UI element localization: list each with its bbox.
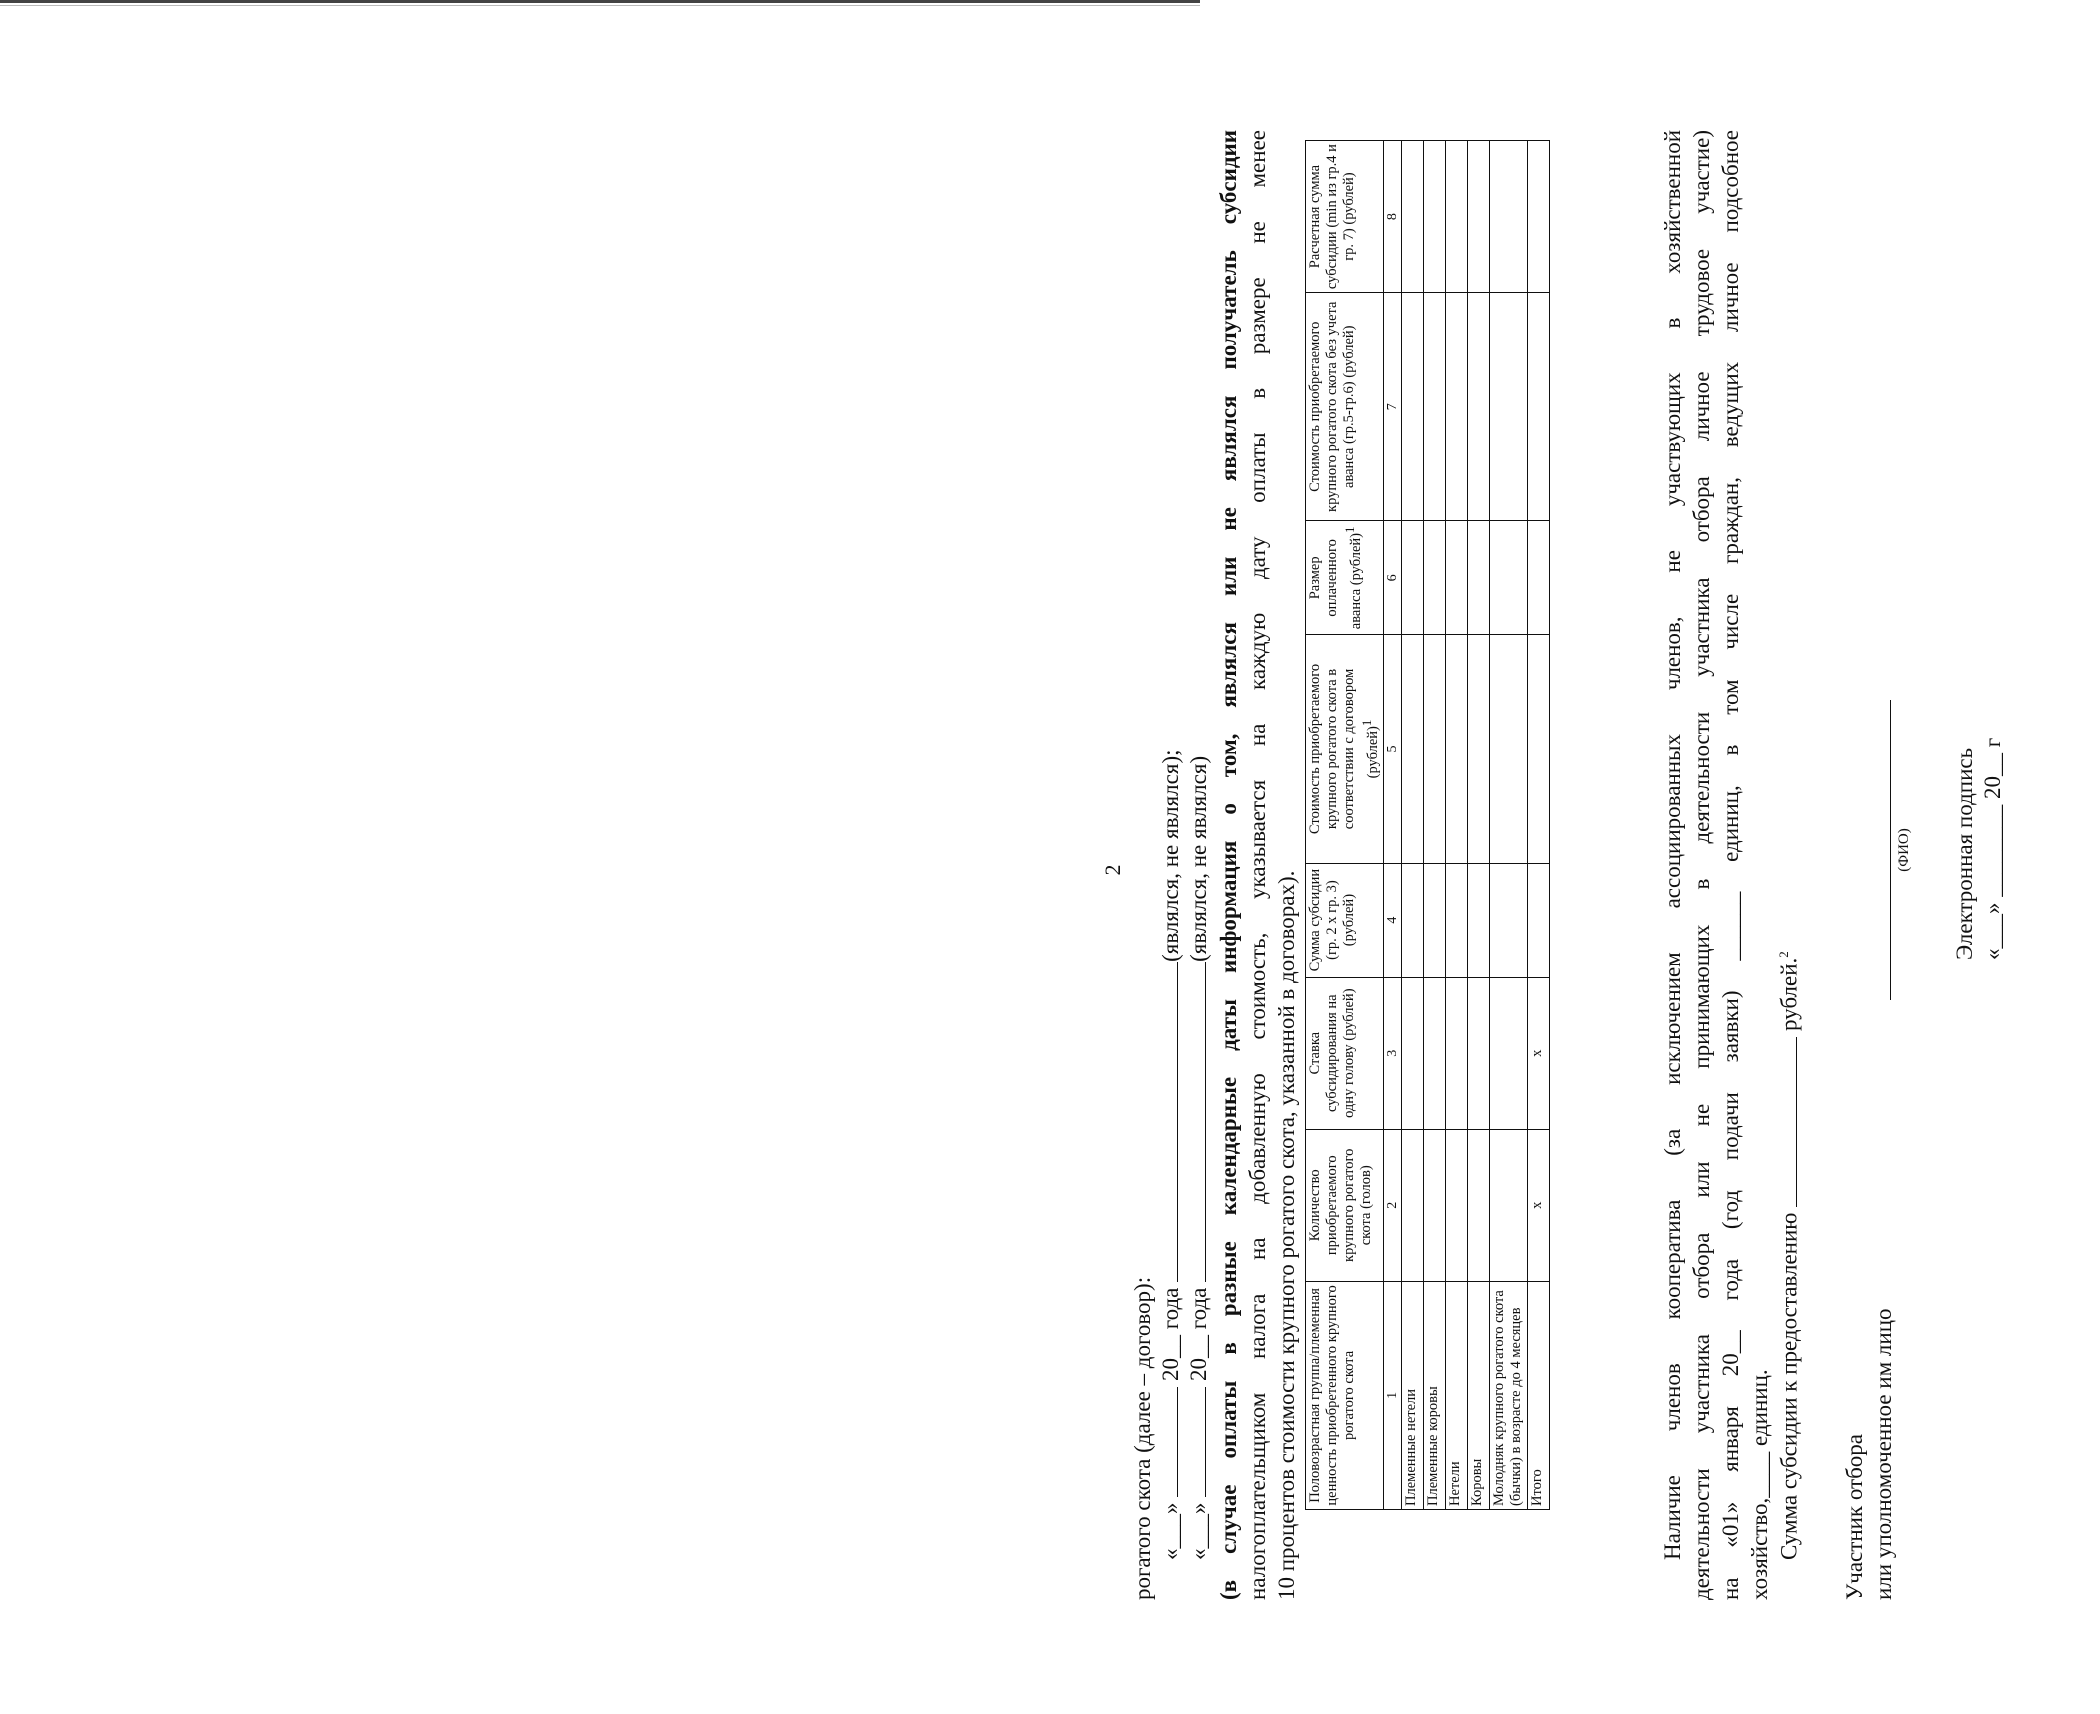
- subsidy-sum-field[interactable]: [1779, 1037, 1797, 1207]
- table-cell[interactable]: [1401, 1129, 1423, 1281]
- table-cell[interactable]: [1527, 863, 1549, 977]
- table-cell[interactable]: [1401, 635, 1423, 863]
- date-year: 20__ года: [1158, 1287, 1183, 1381]
- table-cell[interactable]: [1467, 293, 1489, 521]
- page-number: 2: [1100, 864, 1125, 876]
- table-cell[interactable]: [1423, 293, 1445, 521]
- group-cell: Нетели: [1445, 1281, 1467, 1509]
- table-cell[interactable]: [1527, 293, 1549, 521]
- date-blank: [1188, 1387, 1206, 1497]
- group-cell: Итого: [1527, 1281, 1549, 1509]
- header-cell: [1306, 635, 1384, 863]
- fill-blank: [1188, 962, 1206, 1282]
- table-cell[interactable]: [1401, 977, 1423, 1129]
- group-cell: Племенные коровы: [1423, 1281, 1445, 1509]
- header-cell: Половозрастная группа/племенная ценность приобретенного крупного рогатого скота: [1306, 1281, 1384, 1509]
- header-cell: Сумма субсидии (гр. 2 x гр. 3) (рублей): [1306, 863, 1384, 977]
- table-cell[interactable]: [1527, 521, 1549, 635]
- table-cell[interactable]: [1527, 635, 1549, 863]
- scan-edge-shadow: [0, 5, 1200, 6]
- fill-blank: [1160, 962, 1178, 1282]
- note-line-3: 10 процентов стоимости крупного рогатого скота, указанной в договорах).: [1274, 870, 1299, 1600]
- table-cell[interactable]: [1489, 635, 1527, 863]
- table-cell[interactable]: [1423, 635, 1445, 863]
- header-cell: Стоимость приобретаемого крупного рогатого скота без учета аванса (гр.5-гр.6) (рублей): [1306, 293, 1384, 521]
- vat-status: (являлся, не являлся);: [1158, 749, 1183, 962]
- table-row: [1489, 141, 1527, 1510]
- livestock-table: [1305, 140, 1550, 1510]
- document-page: [1100, 130, 2100, 1600]
- subsidy-sum-line: [1776, 951, 1803, 1560]
- table-cell[interactable]: [1401, 521, 1423, 635]
- column-number: 8: [1383, 141, 1401, 293]
- subsidy-sum-label: Сумма субсидии к предоставлению: [1776, 1212, 1802, 1560]
- subsidy-sum-unit: рублей.: [1776, 957, 1802, 1032]
- table-cell[interactable]: [1467, 521, 1489, 635]
- date-open: «___»: [1158, 1496, 1183, 1560]
- header-cell: Расчетная сумма субсидии (min из гр.4 и гр. 7) (рублей): [1306, 141, 1384, 293]
- vat-status: (являлся, не являлся): [1186, 755, 1211, 962]
- signer-role-2: или уполномоченное им лицо: [1871, 1308, 1896, 1600]
- group-cell: Коровы: [1467, 1281, 1489, 1509]
- group-cell: Племенные нетели: [1401, 1281, 1423, 1509]
- table-cell: x: [1527, 977, 1549, 1129]
- table-cell[interactable]: [1467, 863, 1489, 977]
- intro-text: рогатого скота (далее – договор):: [1130, 1276, 1155, 1600]
- esign-label: Электронная подпись: [1952, 747, 1977, 960]
- date-line-1: [1158, 750, 1184, 1561]
- column-number: 5: [1383, 635, 1401, 863]
- table-cell[interactable]: [1467, 1129, 1489, 1281]
- members-line-1: Наличие членов кооператива (за исключением ассоциированных членов, не участвующих в хозяйственной: [1660, 130, 1685, 1560]
- table-cell: x: [1527, 1129, 1549, 1281]
- table-cell[interactable]: [1489, 863, 1527, 977]
- table-cell[interactable]: [1489, 141, 1527, 293]
- table-cell[interactable]: [1489, 977, 1527, 1129]
- date-year: 20__ года: [1186, 1287, 1211, 1381]
- column-number: 3: [1383, 977, 1401, 1129]
- date-line-2: [1186, 756, 1212, 1560]
- header-cell: Ставка субсидирования на одну голову (рублей): [1306, 977, 1384, 1129]
- footnote-mark: 1: [1342, 526, 1357, 534]
- table-cell[interactable]: [1467, 635, 1489, 863]
- table-header-row: [1306, 141, 1384, 1510]
- fio-caption: (ФИО): [1896, 828, 1912, 872]
- table-cell[interactable]: [1489, 521, 1527, 635]
- table-cell[interactable]: [1423, 1129, 1445, 1281]
- signer-role-1: Участник отбора: [1842, 1433, 1867, 1600]
- table-cell[interactable]: [1423, 141, 1445, 293]
- table-cell[interactable]: [1445, 141, 1467, 293]
- table-cell[interactable]: [1445, 293, 1467, 521]
- members-line-3: на «01» января 20__ года (год подачи заявки) ______ единиц, в том числе граждан, ведущих личное подсобное: [1718, 130, 1743, 1600]
- group-cell: Молодняк крупного рогатого скота (бычки) в возрасте до 4 месяцев: [1489, 1281, 1527, 1509]
- table-row-total: [1527, 141, 1549, 1510]
- table-cell[interactable]: [1423, 977, 1445, 1129]
- members-line-4: хозяйство,____ единиц.: [1747, 1369, 1772, 1600]
- table-cell[interactable]: [1445, 863, 1467, 977]
- table-cell[interactable]: [1445, 521, 1467, 635]
- sign-date: «___» ________ 20__ г: [1980, 737, 2005, 960]
- header-text: Размер оплаченного аванса (рублей): [1307, 533, 1364, 630]
- table-cell[interactable]: [1401, 141, 1423, 293]
- table-row: [1445, 141, 1467, 1510]
- fio-line[interactable]: [1890, 700, 1891, 1000]
- column-number: 1: [1383, 1281, 1401, 1509]
- table-cell[interactable]: [1527, 141, 1549, 293]
- column-number: 2: [1383, 1129, 1401, 1281]
- column-number: 7: [1383, 293, 1401, 521]
- table-cell[interactable]: [1423, 521, 1445, 635]
- date-open: «___»: [1186, 1496, 1211, 1560]
- header-text: Стоимость приобретаемого крупного рогатого скота в соответствии с договором (рублей): [1307, 663, 1381, 835]
- table-cell[interactable]: [1445, 1129, 1467, 1281]
- header-cell: Количество приобретаемого крупного рогатого скота (голов): [1306, 1129, 1384, 1281]
- footnote-mark: 1: [1359, 719, 1374, 727]
- note-line-2: налогоплательщиком налога на добавленную стоимость, указывается на каждую дату оплаты в размере не менее: [1245, 130, 1270, 1600]
- table-row: [1423, 141, 1445, 1510]
- date-blank: [1160, 1387, 1178, 1497]
- table-row: [1467, 141, 1489, 1510]
- scan-edge-top: [0, 0, 1200, 3]
- table-cell[interactable]: [1445, 635, 1467, 863]
- table-cell[interactable]: [1489, 293, 1527, 521]
- table-cell[interactable]: [1489, 1129, 1527, 1281]
- table-cell[interactable]: [1467, 141, 1489, 293]
- table-cell[interactable]: [1401, 293, 1423, 521]
- note-line-1: (в случае оплаты в разные календарные даты информация о том, являлся или не являлся получатель субсидии: [1216, 130, 1241, 1600]
- footnote-mark: 2: [1776, 951, 1791, 958]
- column-number: 6: [1383, 521, 1401, 635]
- table-cell[interactable]: [1423, 863, 1445, 977]
- column-number-row: [1383, 141, 1401, 1510]
- table-cell[interactable]: [1467, 977, 1489, 1129]
- column-number: 4: [1383, 863, 1401, 977]
- table-row: [1401, 141, 1423, 1510]
- members-line-2: деятельности участника отбора или не принимающих в деятельности участника отбора личное трудовое участие): [1689, 130, 1714, 1600]
- table-cell[interactable]: [1401, 863, 1423, 977]
- table-cell[interactable]: [1445, 977, 1467, 1129]
- header-cell: [1306, 521, 1384, 635]
